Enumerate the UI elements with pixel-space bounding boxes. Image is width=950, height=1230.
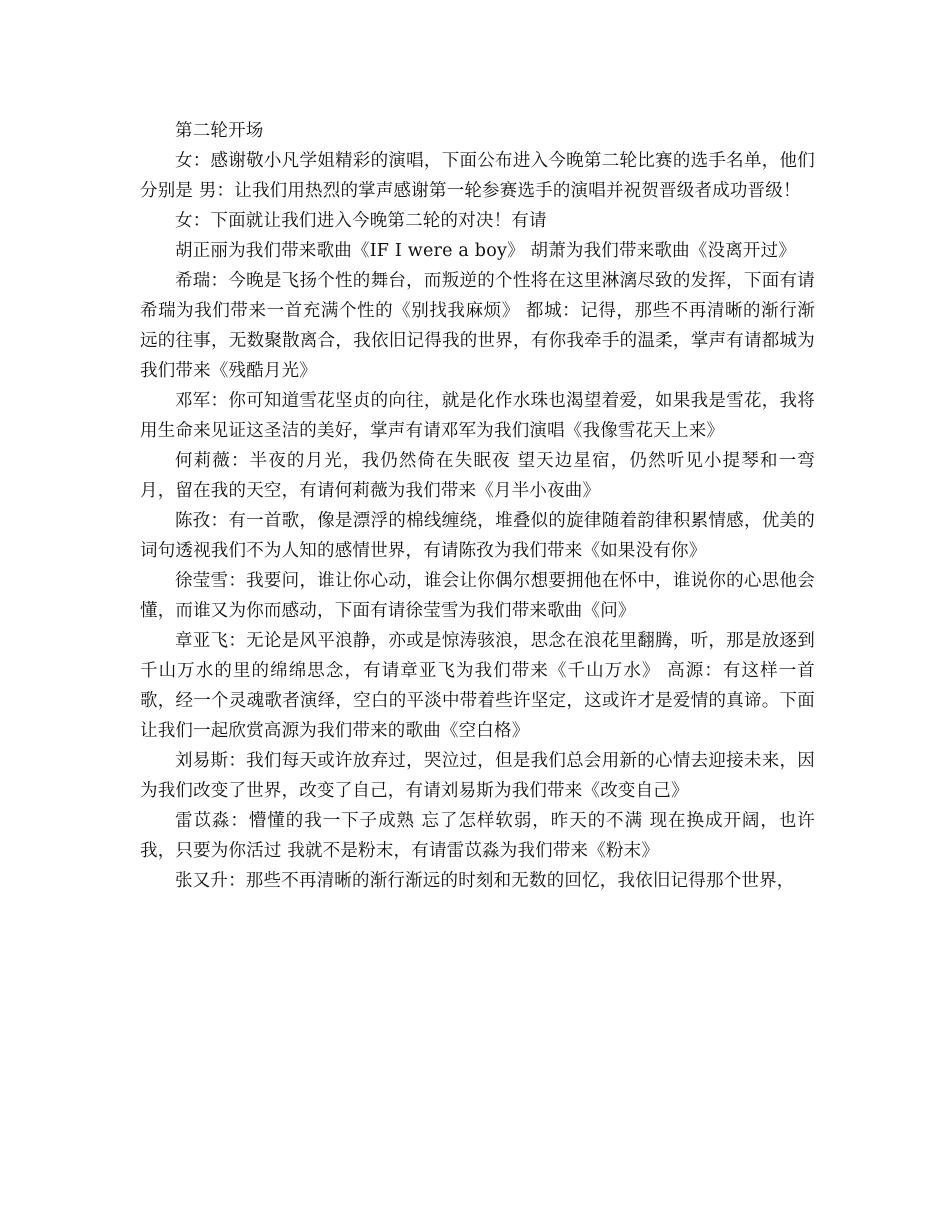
paragraph: 女：感谢敬小凡学姐精彩的演唱，下面公布进入今晚第二轮比赛的选手名单，他们分别是 男：让我们用热烈的掌声感谢第一轮参赛选手的演唱并祝贺晋级者成功晋级！ — [140, 151, 815, 201]
paragraph: 章亚飞：无论是风平浪静，亦或是惊涛骇浪，思念在浪花里翻腾，听，那是放逐到千山万水的里的绵绵思念，有请章亚飞为我们带来《千山万水》 高源：有这样一首歌，经一个灵魂歌者演绎，空白的平淡中带着些许坚定，这或许才是爱情的真谛。下面让我们一起欣赏高源为我们带来的歌曲《空白格》 — [140, 631, 815, 741]
paragraph: 邓军：你可知道雪花坚贞的向往，就是化作水珠也渴望着爱，如果我是雪花，我将用生命来见证这圣洁的美好，掌声有请邓军为我们演唱《我像雪花天上来》 — [140, 391, 815, 441]
section-heading: 第二轮开场 — [175, 121, 264, 141]
paragraph: 雷苡淼：懵懂的我一下子成熟 忘了怎样软弱，昨天的不满 现在换成开阔，也许我，只要为你活过 我就不是粉末，有请雷苡淼为我们带来《粉末》 — [140, 811, 815, 861]
paragraph: 胡正丽为我们带来歌曲《IF I were a boy》 胡萧为我们带来歌曲《没离开过》 — [175, 241, 796, 261]
paragraph: 何莉薇：半夜的月光，我仍然倚在失眠夜 望天边星宿，仍然听见小提琴和一弯月，留在我的天空，有请何莉薇为我们带来《月半小夜曲》 — [140, 451, 815, 501]
paragraph: 希瑞：今晚是飞扬个性的舞台，而叛逆的个性将在这里淋漓尽致的发挥，下面有请希瑞为我们带来一首充满个性的《别找我麻烦》 都城：记得，那些不再清晰的渐行渐远的往事，无数聚散离合，我依旧记得我的世界，有你我牵手的温柔，掌声有请都城为我们带来《残酷月光》 — [140, 271, 815, 381]
paragraph: 女：下面就让我们进入今晚第二轮的对决！有请 — [175, 211, 547, 231]
document-body — [140, 116, 815, 896]
paragraph: 陈孜：有一首歌，像是漂浮的棉线缠绕，堆叠似的旋律随着韵律积累情感，优美的词句透视我们不为人知的感情世界，有请陈孜为我们带来《如果没有你》 — [140, 511, 815, 561]
paragraph: 徐莹雪：我要问，谁让你心动，谁会让你偶尔想要拥他在怀中，谁说你的心思他会懂，而谁又为你而感动，下面有请徐莹雪为我们带来歌曲《问》 — [140, 571, 815, 621]
paragraph: 张又升：那些不再清晰的渐行渐远的时刻和无数的回忆，我依旧记得那个世界， — [175, 871, 795, 891]
paragraph: 刘易斯：我们每天或许放弃过，哭泣过，但是我们总会用新的心情去迎接未来，因为我们改变了世界，改变了自己，有请刘易斯为我们带来《改变自己》 — [140, 751, 815, 801]
